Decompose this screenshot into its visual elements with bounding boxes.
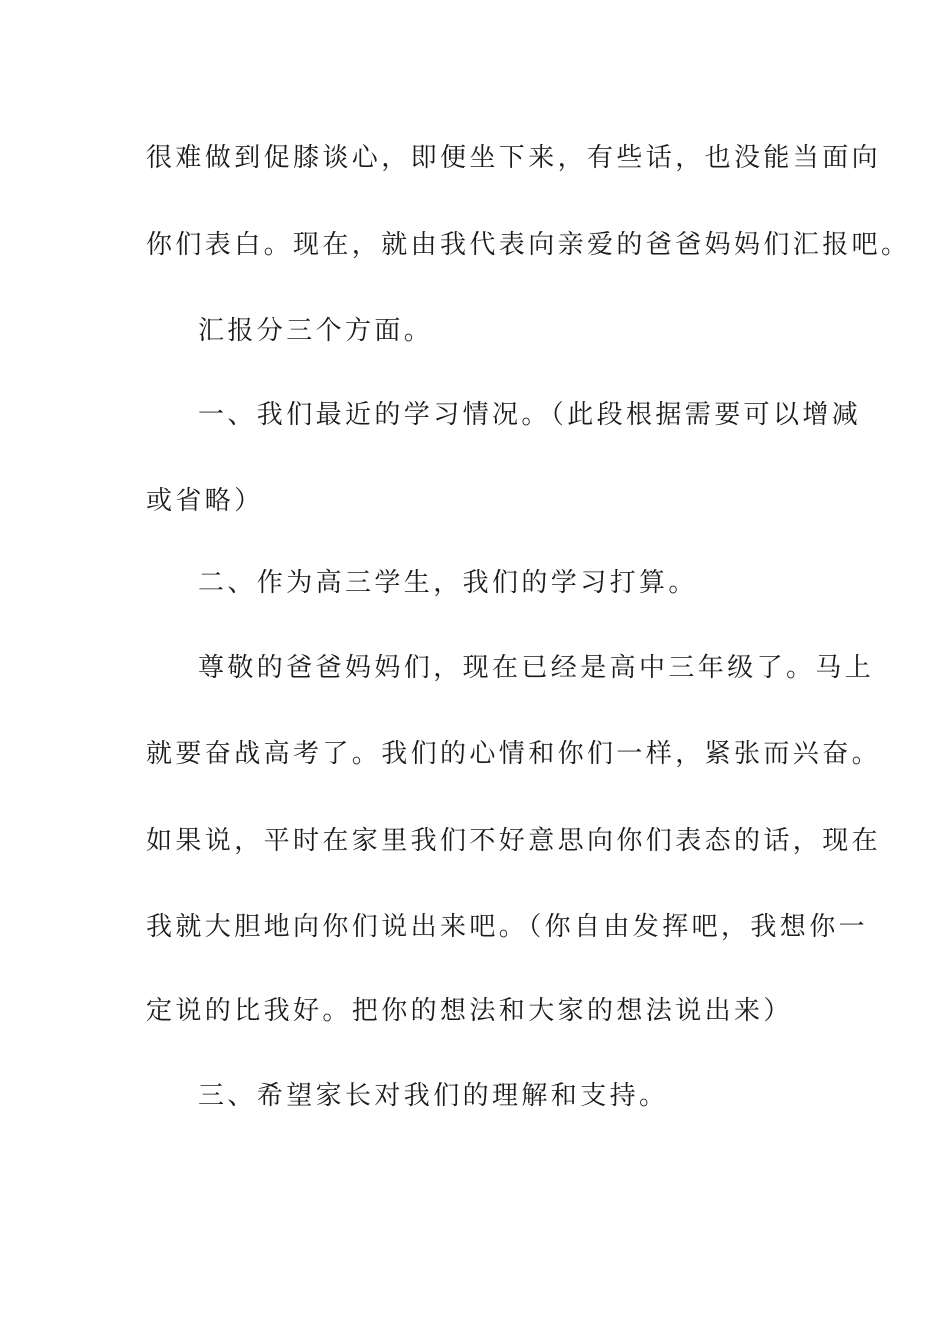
text-line: 如果说，平时在家里我们不好意思向你们表态的话，现在 [146,826,882,856]
paragraph-line: 尊敬的爸爸妈妈们，现在已经是高中三年级了。马上 [198,653,875,683]
paragraph-line: 三、希望家长对我们的理解和支持。 [198,1081,669,1111]
paragraph-line: 一、我们最近的学习情况。（此段根据需要可以增减 [198,400,862,430]
text-line: 你们表白。现在，就由我代表向亲爱的爸爸妈妈们汇报吧。 [146,230,911,260]
paragraph-line: 汇报分三个方面。 [198,316,434,346]
text-line: 我就大胆地向你们说出来吧。（你自由发挥吧，我想你一 [146,912,869,942]
text-line: 定说的比我好。把你的想法和大家的想法说出来） [146,996,793,1026]
text-line: 很难做到促膝谈心，即便坐下来，有些话，也没能当面向 [146,143,882,173]
text-line: 就要奋战高考了。我们的心情和你们一样，紧张而兴奋。 [146,739,882,769]
text-line: 或省略） [146,486,264,516]
paragraph-line: 二、作为高三学生，我们的学习打算。 [198,568,698,598]
